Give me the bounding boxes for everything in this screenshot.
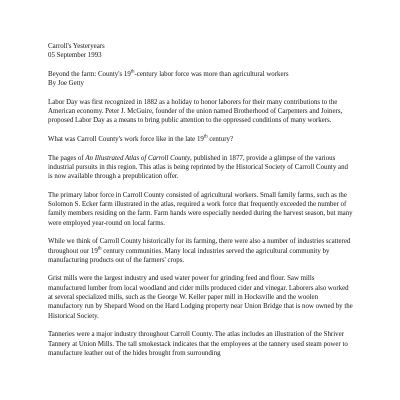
paragraph-tanneries: Tanneries were a major industry throughout Carroll County. The atlas includes an illustration of the Shriver Tannery at Union Mills. The tall smokestack indicates that the employees at the tannery used steam power to manufacture leather out of the hides brought from surrounding	[48, 331, 348, 357]
paragraph-atlas-part1: The pages of	[48, 154, 86, 162]
paragraph-agriculture: The primary labor force in Carroll County consisted of agricultural workers. Small family farms, such as the Solomon S. Ecker farm illustrated in the atlas, required a work force that frequently exceeded the number of family members residing on the farm. Farm hands were especially needed during the harvest season, but many were employed year-round on local farms.	[48, 191, 353, 227]
paragraph-atlas	[48, 154, 354, 182]
paragraph-question-superscript: th	[203, 134, 208, 140]
article-title-superscript: th	[130, 69, 135, 75]
column-name: Carroll's Yesteryears	[48, 43, 105, 50]
paragraph-industries-part1: While we think of Carroll County historically for its farming, there were also a number of industries scattered throughout our 19	[48, 238, 351, 255]
atlas-title: An Illustrated Atlas of Carroll County	[85, 154, 191, 162]
paragraph-mills: Grist mills were the largest industry and used water power for grinding feed and flour. Saw mills manufactured lumber from local woodland and cider mills produced cider and vinegar. Laborers also worked at several specialized mills, such as the George W. Keller paper mill in Hocksville and the woolen manufactory run by Shepard Wood on the Hard Lodging property near Union Bridge that is now owned by the Historical Society.	[48, 275, 353, 320]
paragraph-industries-superscript: th	[97, 246, 102, 252]
article-byline: By Joe Getty	[48, 80, 84, 88]
column-date: 05 September 1993	[48, 52, 102, 60]
paragraph-industries-part2: century communities. Many local industries served the agricultural community by manufacturing products out of the farmers' crops.	[48, 247, 330, 264]
paragraph-labor-day: Labor Day was first recognized in 1882 as a holiday to honor laborers for their many contributions to the American economy. Peter J. McGuire, founder of the union named Brotherhood of Carpenters and Joiners, proposed Labor Day as a means to bring public attention to the oppressed conditions of many workers.	[48, 98, 343, 125]
paragraph-atlas-part2: , published in 1877, provide a glimpse of the various industrial pursuits in this region. This atlas is being reprinted by the Historical Society of Carroll County and is now available through a prepublication offer.	[48, 154, 348, 181]
paragraph-question-part2: century?	[207, 135, 234, 143]
paragraph-industries	[48, 237, 354, 265]
paragraph-question-part1: What was Carroll County's work force like in the late 19	[48, 135, 204, 143]
article-heading	[48, 70, 354, 89]
column-header	[48, 42, 354, 61]
article-title-part2: -century labor force was more than agricultural workers	[134, 70, 289, 78]
article-title-part1: Beyond the farm: County's 19	[48, 70, 131, 78]
article-title	[48, 70, 354, 79]
paragraph-question	[48, 135, 354, 144]
